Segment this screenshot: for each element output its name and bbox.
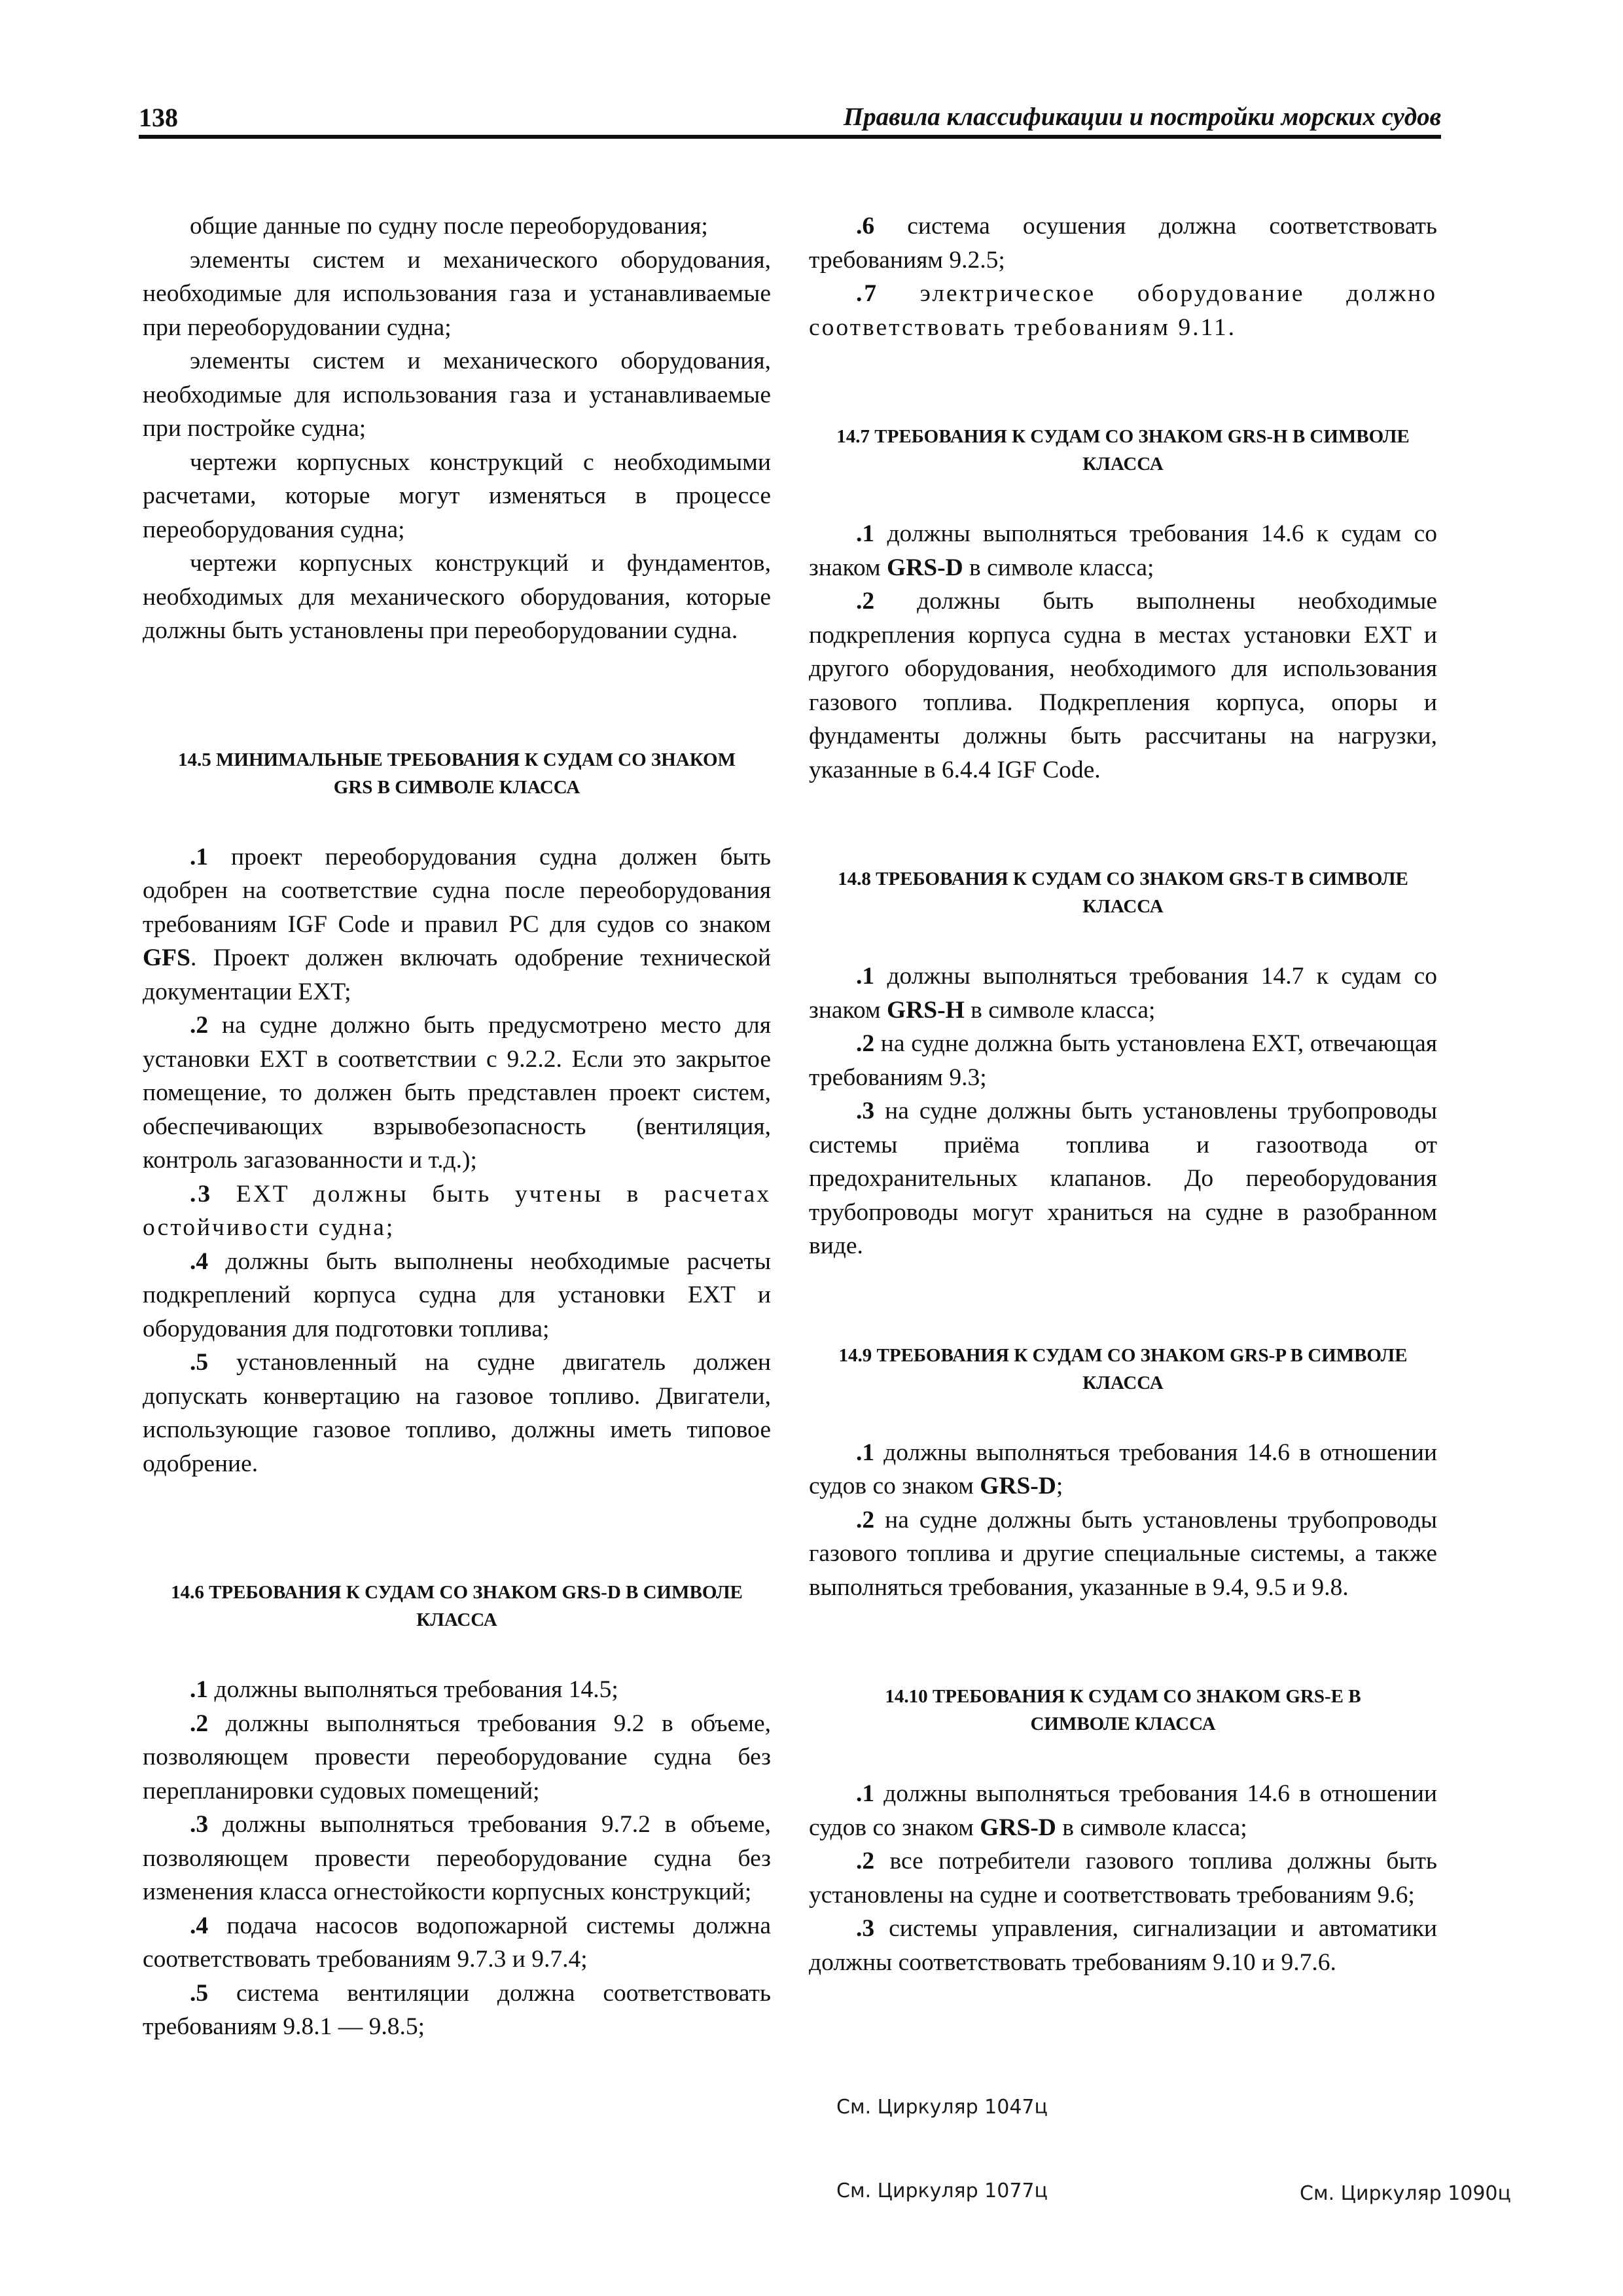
clause-number: .3	[190, 1180, 213, 1208]
clause-number: .1	[856, 963, 875, 990]
clause	[809, 1027, 1437, 1094]
clause	[143, 1177, 771, 1245]
clause-text: система осушения должна соответствовать требованиям 9.2.5;	[809, 213, 1437, 274]
clause-number: .1	[190, 1676, 209, 1703]
section-heading-14-8: 14.8 ТРЕБОВАНИЯ К СУДАМ СО ЗНАКОМ GRS-T В СИМВОЛЕ КЛАССА	[838, 869, 1408, 917]
clause-text: подача насосов водопожарной системы должна соответствовать требованиям 9.7.3 и 9.7.4;	[143, 1912, 771, 1973]
clause-number: .3	[190, 1811, 209, 1838]
intro-paragraph: элементы систем и механического оборудования, необходимые для использования газа и устанавливаемые при переоборудовании судна;	[143, 246, 771, 341]
clause	[143, 1707, 771, 1808]
clause	[809, 1912, 1437, 1979]
clause	[143, 1673, 771, 1707]
clause-text: системы управления, сигнализации и автоматики должны соответствовать требованиям 9.10 и 9.7.6.	[809, 1915, 1437, 1976]
section-heading-14-7: 14.7 ТРЕБОВАНИЯ К СУДАМ СО ЗНАКОМ GRS-H В СИМВОЛЕ КЛАССА	[836, 426, 1410, 475]
clause-text: должны выполняться требования 14.7 к судам со знаком	[809, 963, 1437, 1024]
clause	[143, 1977, 771, 2044]
clause	[143, 1909, 771, 1977]
intro-paragraph: чертежи корпусных конструкций и фундаментов, необходимых для механического оборудования, которые должны быть установлены при переоборудовании судна.	[143, 550, 771, 644]
clause-number: .1	[856, 520, 875, 547]
clause-text: на судне должны быть установлены трубопроводы газового топлива и другие специальные системы, а также выполняться требования, указанные в 9.4, 9.5 и 9.8.	[809, 1506, 1437, 1601]
circular-note-1090[interactable]: См. Циркуляр 1090ц	[1300, 2182, 1511, 2205]
clause-number: .2	[856, 1030, 875, 1057]
clause	[809, 1094, 1437, 1263]
clause-text: EXT должны быть учтены в расчетах остойчивости судна;	[143, 1180, 771, 1241]
clause-text: должны выполняться требования 14.5;	[208, 1676, 618, 1703]
clause-mark: GRS-D	[980, 1473, 1056, 1499]
clause-text: в символе класса;	[1056, 1814, 1247, 1841]
clause-number: .2	[856, 588, 875, 615]
clause-text: установленный на судне двигатель должен допускать конвертацию на газовое топливо. Двигатели, использующие газовое топливо, должны иметь типовое одобрение.	[143, 1349, 771, 1477]
clause-text: должны выполняться требования 14.6 в отношении судов со знаком	[809, 1780, 1437, 1841]
clause-mark: GFS	[143, 944, 190, 971]
clause-text: на судне должна быть установлена EXT, отвечающая требованиям 9.3;	[809, 1030, 1437, 1091]
clause-number: .4	[190, 1912, 209, 1939]
section-heading-14-5: 14.5 МИНИМАЛЬНЫЕ ТРЕБОВАНИЯ К СУДАМ СО ЗНАКОМ GRS В СИМВОЛЕ КЛАССА	[178, 749, 736, 798]
circular-note-1047[interactable]: См. Циркуляр 1047ц	[836, 2096, 1048, 2119]
clause-number: .7	[856, 280, 879, 307]
section-heading-14-10: 14.10 ТРЕБОВАНИЯ К СУДАМ СО ЗНАКОМ GRS-E В СИМВОЛЕ КЛАССА	[885, 1686, 1361, 1734]
clause	[809, 1436, 1437, 1503]
section-heading-14-9: 14.9 ТРЕБОВАНИЯ К СУДАМ СО ЗНАКОМ GRS-P В СИМВОЛЕ КЛАССА	[838, 1344, 1408, 1393]
clause	[809, 960, 1437, 1027]
clause-number: .2	[856, 1506, 875, 1534]
clause	[809, 1844, 1437, 1912]
clause-text: должны выполняться требования 14.6 в отношении судов со знаком	[809, 1439, 1437, 1499]
clause	[143, 1009, 771, 1177]
clause-number: .4	[190, 1247, 209, 1275]
clause-number: .6	[856, 213, 875, 240]
clause-number: .2	[856, 1848, 875, 1874]
clause	[809, 209, 1437, 277]
clause	[143, 1245, 771, 1346]
clause-text: должны быть выполнены необходимые расчеты подкреплений корпуса судна для установки EXT и оборудования для подготовки топлива;	[143, 1247, 771, 1342]
clause	[143, 1346, 771, 1480]
clause-number: .1	[856, 1439, 875, 1466]
clause-number: .5	[190, 1349, 209, 1376]
clause-mark: GRS-D	[886, 554, 963, 581]
clause	[809, 517, 1437, 584]
circular-note-1077[interactable]: См. Циркуляр 1077ц	[836, 2179, 1048, 2202]
clause-text: в символе класса;	[964, 996, 1156, 1024]
page-header	[139, 98, 1441, 139]
clause-text: электрическое оборудование должно соответствовать требованиям 9.11.	[809, 280, 1437, 341]
clause-text: проект переоборудования судна должен быть одобрен на соответствие судна после переоборудования требованиям IGF Code и правил РС для судов со знаком	[143, 843, 771, 938]
clause-text: должны выполняться требования 14.6 к судам со знаком	[809, 520, 1437, 581]
clause-text: на судне должны быть установлены трубопроводы системы приёма топлива и газоотвода от предохранительных клапанов. До переоборудования трубопроводы могут храниться на судне в разобранном виде.	[809, 1098, 1437, 1259]
section-heading-14-6: 14.6 ТРЕБОВАНИЯ К СУДАМ СО ЗНАКОМ GRS-D В СИМВОЛЕ КЛАССА	[171, 1582, 743, 1630]
clause-number: .5	[190, 1979, 209, 2007]
clause-text: ;	[1056, 1473, 1063, 1499]
clause-number: .3	[856, 1098, 875, 1124]
right-column	[809, 209, 1437, 1979]
header-rule	[139, 135, 1441, 139]
clause-text: должны быть выполнены необходимые подкрепления корпуса судна в местах установки EXT и другого оборудования, необходимого для использования газового топлива. Подкрепления корпуса, опоры и фундаменты должны быть рассчитаны на нагрузки, указанные в 6.4.4 IGF Code.	[809, 588, 1437, 783]
clause-number: .3	[856, 1915, 875, 1942]
clause-mark: GRS-D	[980, 1814, 1056, 1841]
clause-text: должны выполняться требования 9.7.2 в объеме, позволяющем провести переоборудование судна без изменения класса огнестойкости корпусных конструкций;	[143, 1811, 771, 1905]
clause-text: на судне должно быть предусмотрено место для установки EXT в соответствии с 9.2.2. Если это закрытое помещение, то должен быть представлен проект систем, обеспечивающих взрывобезопасность (вентиляция, контроль загазованности и т.д.);	[143, 1012, 771, 1174]
clause	[809, 277, 1437, 344]
clause-number: .2	[190, 1710, 209, 1737]
clause	[809, 584, 1437, 787]
clause-number: .1	[190, 843, 209, 870]
clause-number: .1	[856, 1780, 875, 1807]
clause	[143, 840, 771, 1009]
intro-paragraph: чертежи корпусных конструкций с необходимыми расчетами, которые могут изменяться в процессе переоборудования судна;	[143, 448, 771, 543]
clause-text: . Проект должен включать одобрение технической документации EXT;	[143, 944, 771, 1005]
clause	[143, 1808, 771, 1909]
clause-number: .2	[190, 1012, 209, 1039]
clause-text: все потребители газового топлива должны быть установлены на судне и соответствовать требованиям 9.6;	[809, 1848, 1437, 1909]
clause-text: должны выполняться требования 9.2 в объеме, позволяющем провести переоборудование судна без перепланировки судовых помещений;	[143, 1710, 771, 1804]
page-number: 138	[139, 103, 178, 132]
running-title: Правила классификации и постройки морских судов	[843, 103, 1441, 131]
clause-text: в символе класса;	[963, 554, 1154, 581]
left-column	[143, 209, 771, 2044]
clause	[809, 1777, 1437, 1844]
clause-mark: GRS-H	[886, 996, 965, 1024]
clause	[809, 1503, 1437, 1605]
intro-paragraph: общие данные по судну после переоборудования;	[190, 213, 708, 240]
intro-paragraph: элементы систем и механического оборудования, необходимые для использования газа и устанавливаемые при постройке судна;	[143, 348, 771, 442]
clause-text: система вентиляции должна соответствовать требованиям 9.8.1 — 9.8.5;	[143, 1979, 771, 2040]
